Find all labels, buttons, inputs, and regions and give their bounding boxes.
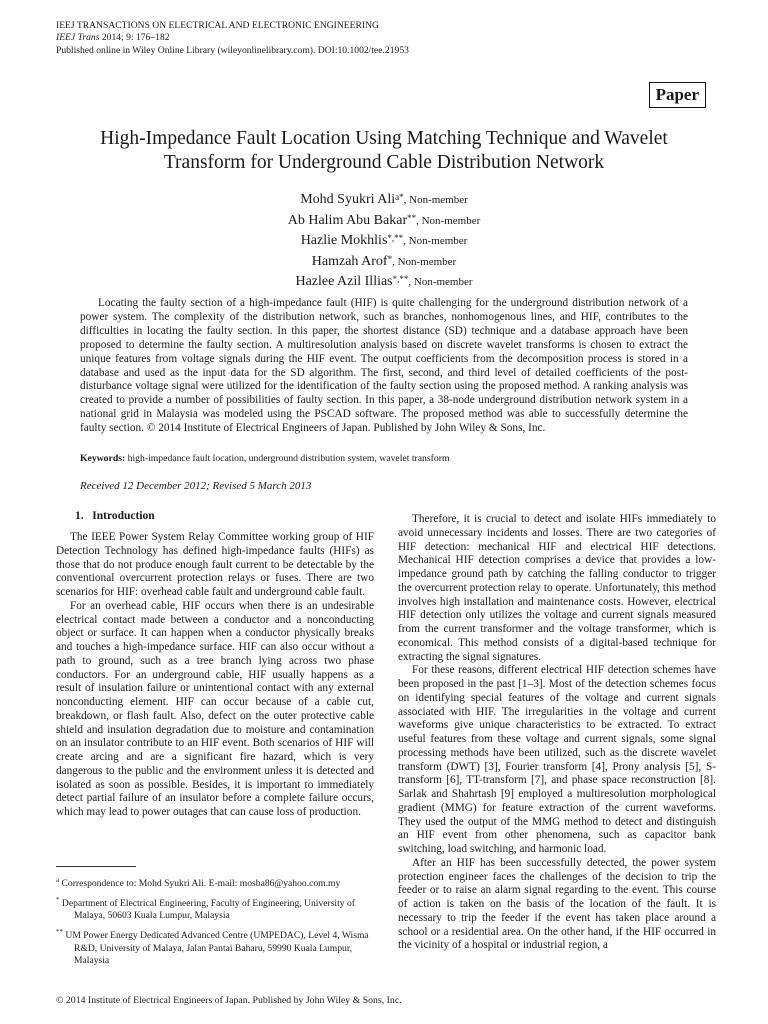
copyright-footer: © 2014 Institute of Electrical Engineers of Japan. Published by John Wiley & Sons, Inc. xyxy=(56,995,402,1006)
footnote-rule xyxy=(56,866,136,867)
author: Hazlee Azil Illias*,**, Non-member xyxy=(295,274,473,289)
paragraph: The IEEE Power System Relay Committee working group of HIF Detection Technology has defined high-impedance faults (HIFs) as those that do not produce enough fault current to be detectable by the conventional overcurrent protection relays or fuses. There are two scenarios for HIF: overhead cable fault and underground cable fault. xyxy=(56,531,374,598)
author-list xyxy=(0,190,768,293)
author: Ab Halim Abu Bakar**, Non-member xyxy=(287,212,481,228)
abstract: Locating the faulty section of a high-impedance fault (HIF) is quite challenging for the underground distribution network of a power system. The complexity of the distribution network, such as branches, nonhomogenous lines, and HIF, contributes to the difficulties in locating the faulty section. In this paper, the shortest distance (SD) technique and a database approach have been proposed to determine the faulty section. A multiresolution analysis based on discrete wavelet transforms is chosen to extract the unique features from voltage signals during the HIF event. The output coefficients from the decomposition process is stored in a database and used as the input data for the SD algorithm. The first, second, and third level of detailed coefficients of the post-disturbance voltage signal were utilized for the identification of the faulty section using the proposed method. A ranking analysis was created to provide a number of possibilities of faulty section. In this paper, a 38-node underground distribution network system in a national grid in Malaysia was modeled using the PSCAD software. The proposed method was able to successfully determine the faulty section. © 2014 Institute of Electrical Engineers of Japan. Published by John Wiley & Sons, Inc. xyxy=(80,297,688,435)
footnote: * Department of Electrical Engineering, Faculty of Engineering, University of Malaya, 50603 Kuala Lumpur, Malaysia xyxy=(56,896,355,922)
footnote: ** UM Power Energy Dedicated Advanced Centre (UMPEDAC), Level 4, Wisma R&D, University of Malaya, Jalan Pantai Baharu, 59990 Kuala Lumpur, Malaysia xyxy=(56,928,369,966)
author: Mohd Syukri Ali$^{a*}$, Non-member xyxy=(300,192,468,207)
journal-citation: IEEJ Trans 2014; 9: 176–182 xyxy=(56,32,170,44)
section-heading: 1. Introduction xyxy=(75,510,155,522)
author: Hazlie Mokhlis*,**, Non-member xyxy=(300,233,468,248)
paragraph: For an overhead cable, HIF occurs when there is an undesirable electrical contact made between a conductor and a nonconducting object or surface. It can happen when a conductor physically breaks and touches a high-impedance surface. HIF can also occur without a path to ground, such as a tree branch lying across two phase conductors. For an underground cable, HIF usually happens as a result of insulation failure or unintentional contact with any external nonconducting element. HIF can occur because of a cable cut, breakdown, or flash fault. Also, defect on the outer protective cable shield and insulation degradation due to moisture and contamination on an insulator contribute to an HIF event. Both scenarios of HIF will create arcing and are a significant fire hazard, which is very dangerous to the public and the environment unless it is detected and isolated as soon as possible. Besides, it is important to immediately detect partial failure of an insulator before a complete failure occurs, which may lead to power outages that can cause loss of production. xyxy=(56,599,374,818)
right-column xyxy=(398,513,716,953)
paper-type-label: Paper xyxy=(649,82,706,108)
paragraph: For these reasons, different electrical HIF detection schemes have been proposed in the past [1–3]. Most of the detection schemes focus on identifying special features of the voltage and current signals associated with HIF. The irregularities in the voltage and current waveforms give unique characteristics to be extracted. To extract useful features from these voltage and current signals, some signal processing methods have been utilized, such as the discrete wavelet transform (DWT) [3], Fourier transform [4], Prony analysis [5], S-transform [6], TT-transform [7], and phase space reconstruction [8]. Sarlak and Shahrtash [9] employed a multiresolution morphological gradient (MMG) for feature extraction of the current waveforms. They used the output of the MMG method to detect and distinguish an HIF event from other phenomena, such as capacitor bank switching, load switching, and harmonic load. xyxy=(398,664,716,855)
journal-header xyxy=(56,20,409,57)
footnotes xyxy=(56,874,374,971)
title-line-1: High-Impedance Fault Location Using Matching Technique and Wavelet xyxy=(100,128,668,149)
paragraph: After an HIF has been successfully detected, the power system protection engineer faces the challenges of the decision to trip the feeder or to raise an alarm signal regarding to the event. This course of action is taken on the basis of the location of the fault. It is necessary to trip the feeder if the event has taken place around a school or a residential area. On the other hand, if the HIF occurred in the vicinity of a hospital or industrial region, a xyxy=(398,856,716,952)
footnote: $^a$ Correspondence to: Mohd Syukri Ali. E-mail: mosba86@yahoo.com.my xyxy=(56,876,341,890)
left-column xyxy=(56,531,374,820)
received-dates: Received 12 December 2012; Revised 5 March 2013 xyxy=(80,480,312,492)
title-line-2: Transform for Underground Cable Distribution Network xyxy=(163,152,605,173)
author: Hamzah Arof*, Non-member xyxy=(311,253,457,269)
publication-info: Published online in Wiley Online Library (wileyonlinelibrary.com). DOI:10.1002/tee.21953 xyxy=(56,44,409,56)
paper-title xyxy=(40,127,728,175)
journal-name: IEEJ TRANSACTIONS ON ELECTRICAL AND ELECTRONIC ENGINEERING xyxy=(56,20,379,31)
keywords: Keywords: high-impedance fault location, underground distribution system, wavelet transform xyxy=(80,453,450,464)
paragraph: Therefore, it is crucial to detect and isolate HIFs immediately to avoid unnecessary incidents and losses. There are two categories of HIF detection: mechanical HIF and electrical HIF detections. Mechanical HIF detection comprises a device that provides a low-impedance ground path by catching the falling conductor to trigger the overcurrent protection relay to operate. Unfortunately, this method involves high installation and maintenance costs. However, electrical HIF detection only utilizes the voltage and current signals measured from the current transformer and the voltage transformer, which is economical. This method consists of a digital-based technique for extracting the signal signatures. xyxy=(398,513,716,663)
